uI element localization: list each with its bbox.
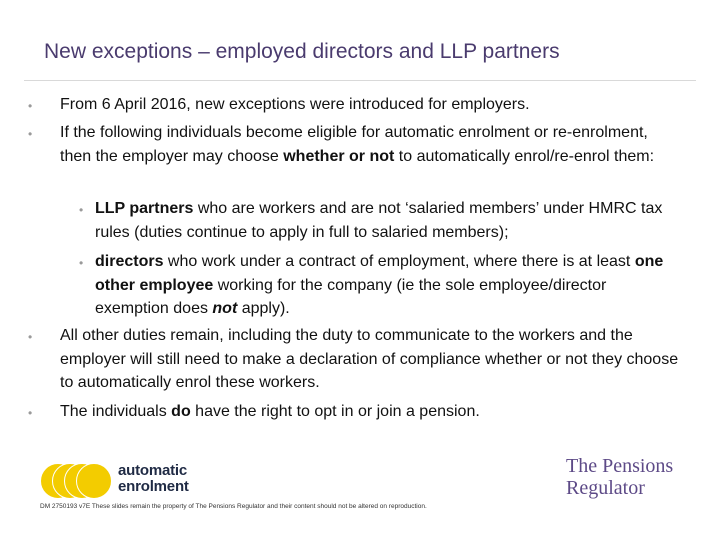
bullet-item: [60, 93, 680, 117]
logo-line: automatic: [118, 462, 188, 479]
bullet-text: From 6 April 2016, new exceptions were introduced for employers.: [60, 96, 530, 113]
bold-text: do: [171, 403, 191, 420]
sub-bullet-marker: •: [79, 203, 84, 217]
logo-circle-icon: [76, 463, 112, 499]
bullet-text: to automatically enrol/re-enrol them:: [394, 147, 655, 165]
bullet-text: The individuals: [60, 403, 172, 420]
sub-bullet-marker: •: [79, 256, 84, 270]
bullet-text: have the right to opt in or join a pension.: [190, 403, 480, 420]
bullet-marker: •: [28, 330, 33, 344]
pensions-regulator-logo: [566, 455, 706, 499]
slide-title: New exceptions – employed directors and LLP partners: [44, 40, 560, 63]
bullet-item: [60, 121, 680, 168]
logo-line: Regulator: [566, 477, 645, 499]
bullet-marker: •: [28, 127, 33, 141]
bold-text: whether or not: [283, 147, 395, 165]
bullet-item: [60, 324, 680, 395]
bullet-marker: •: [28, 406, 33, 420]
automatic-enrolment-logo: [40, 462, 190, 500]
footer-disclaimer: DM 2750193 v7E These slides remain the property of The Pensions Regulator and their content should not be altered on reproduction.: [40, 503, 427, 510]
title-divider: [24, 80, 696, 81]
bullet-text: working for the company (ie the sole employee/director exemption does: [95, 276, 607, 317]
bullet-marker: •: [28, 99, 33, 113]
bullet-text: who work under a contract of employment, where there is at least: [163, 253, 635, 270]
bold-text: directors: [95, 253, 164, 270]
bullet-text: If the following individuals become eligible for automatic enrolment or re-enrolment, then the employer may choose: [60, 124, 648, 165]
bullet-text: apply).: [237, 300, 290, 317]
sub-bullet-item: [95, 250, 675, 321]
italic-bold-text: not: [212, 300, 238, 317]
bullet-text: who are workers and are not ‘salaried members’ under HMRC tax rules (duties continue to apply in full to salaried members);: [95, 200, 663, 241]
bold-text: one other employee: [95, 253, 664, 294]
logo-line: The Pensions: [566, 455, 674, 477]
logo-line: enrolment: [118, 478, 189, 495]
sub-bullet-item: [95, 197, 675, 244]
automatic-enrolment-wordmark: [118, 463, 189, 495]
bold-text: LLP partners: [95, 200, 194, 217]
bullet-text: All other duties remain, including the duty to communicate to the workers and the employer will still need to make a declaration of compliance whether or not they choose to automatically enrol these workers.: [60, 327, 679, 391]
bullet-item: [60, 400, 680, 424]
